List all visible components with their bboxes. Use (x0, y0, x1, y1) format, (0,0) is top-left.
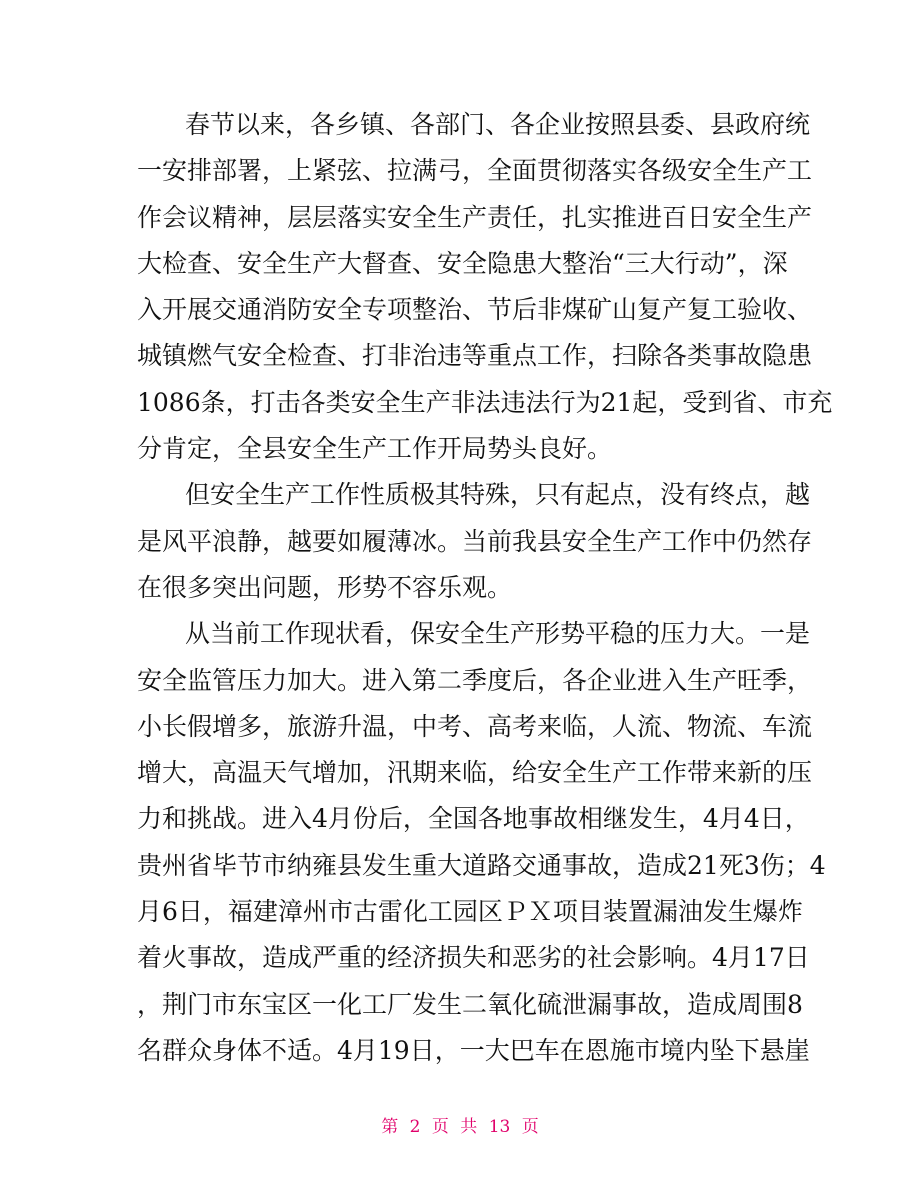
text-line: 分肯定，全县安全生产工作开局势头良好。 (137, 434, 613, 464)
text-line: 名群众身体不适。4月19日，一大巴车在恩施市境内坠下悬崖 (137, 1035, 810, 1065)
text-line: 入开展交通消防安全专项整治、节后非煤矿山复产复工验收、 (137, 295, 813, 325)
document-body (137, 102, 833, 1074)
text-line: 增大，高温天气增加，汛期来临，给安全生产工作带来新的压 (137, 758, 813, 788)
text-line: 春节以来，各乡镇、各部门、各企业按照县委、县政府统 (185, 110, 811, 139)
text-line: 从当前工作现状看，保安全生产形势平稳的压力大。一是 (185, 619, 811, 649)
paragraph (137, 611, 826, 1074)
text-line: 1086条，打击各类安全生产非法违法行为21起，受到省、市充 (137, 387, 833, 417)
text-line: 一安排部署，上紧弦、拉满弓，全面贯彻落实各级安全生产工 (137, 156, 813, 186)
text-line: 安全监管压力加大。进入第二季度后，各企业进入生产旺季， (137, 665, 813, 695)
text-line: 作会议精神，层层落实安全生产责任，扎实推进百日安全生产 (137, 202, 813, 232)
text-line: 是风平浪静，越要如履薄冰。当前我县安全生产工作中仍然存 (137, 526, 813, 556)
text-line: 着火事故，造成严重的经济损失和恶劣的社会影响。4月17日 (137, 943, 810, 973)
text-line: 力和挑战。进入4月份后，全国各地事故相继发生，4月4日， (137, 804, 810, 834)
text-line: 城镇燃气安全检查、打非治违等重点工作，扫除各类事故隐患 (137, 341, 813, 371)
text-line: 在很多突出问题，形势不容乐观。 (137, 572, 513, 602)
paragraph (137, 472, 813, 611)
text-line: 大检查、安全生产大督查、安全隐患大整治“三大行动”，深 (137, 248, 788, 278)
text-line: 月6日，福建漳州市古雷化工园区ＰＸ项目装置漏油发生爆炸 (137, 897, 803, 927)
paragraph (137, 102, 833, 472)
page-number-footer: 第 2 页 共 13 页 (381, 1117, 539, 1137)
text-line: 小长假增多，旅游升温，中考、高考来临，人流、物流、车流 (137, 711, 813, 741)
text-line: ，荆门市东宝区一化工厂发生二氧化硫泄漏事故，造成周围8 (137, 989, 803, 1019)
text-line: 但安全生产工作性质极其特殊，只有起点，没有终点，越 (185, 480, 811, 510)
text-line: 贵州省毕节市纳雍县发生重大道路交通事故，造成21死3伤；4 (137, 850, 826, 880)
